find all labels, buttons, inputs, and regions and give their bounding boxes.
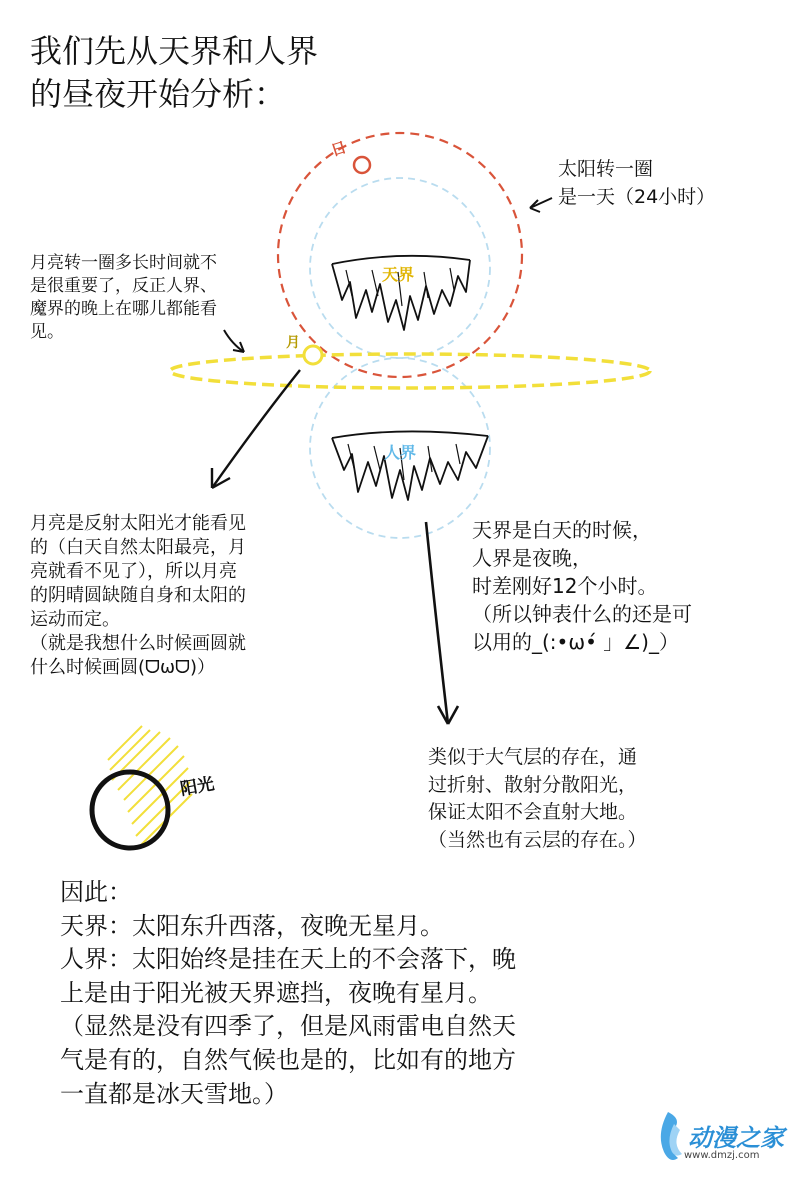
arrow-moon-reflect <box>212 370 300 488</box>
watermark-url: www.dmzj.com <box>684 1150 760 1161</box>
sun-orbit-note: 太阳转一圈 是一天（24小时） <box>558 158 716 208</box>
sun-label: 日 <box>328 138 349 160</box>
sun-orbit <box>278 133 522 377</box>
arrow-to-moon <box>224 330 244 352</box>
arrow-to-sun-orbit <box>530 198 552 212</box>
sunlight-label: 阳光 <box>178 774 216 800</box>
arrow-atmosphere <box>426 522 458 724</box>
heaven-realm-label: 天界 <box>382 265 415 284</box>
page-title: 我们先从天界和人界 的昼夜开始分析： <box>30 32 319 114</box>
sun-icon <box>354 157 370 173</box>
moon-period-note: 月亮转一圈多长时间就不 是很重要了，反正人界、 魔界的晚上在哪儿都能看 见。 <box>30 253 217 343</box>
watermark-brand: 动漫之家 <box>688 1124 784 1152</box>
atmosphere-note: 类似于大气层的存在，通 过折射、散射分散阳光， 保证太阳不会直射大地。 （当然也有云层的存在。） <box>428 746 647 851</box>
conclusion-text: 因此： 天界：太阳东升西落，夜晚无星月。 人界：太阳始终是挂在天上的不会落下，晚 上是由于阳光被天界遮挡，夜晚有星月。 （显然是没有四季了，但是风雨雷电自然天 气是有的，自然气候也是的，比如有的地方 一直都是冰天雪地。） <box>60 878 516 1108</box>
day-night-note: 天界是白天的时候， 人界是夜晚， 时差刚好12个小时。 （所以钟表什么的还是可 以用的_(:•ω•́ 」∠)_） <box>472 518 692 654</box>
sunlight-illustration <box>92 726 192 848</box>
moon-reflect-note: 月亮是反射太阳光才能看见 的（白天自然太阳最亮，月 亮就看不见了），所以月亮 的阴晴圆缺随自身和太阳的 运动而定。 （就是我想什么时候画圆就 什么时候画圆(ᗜωᗜ)） <box>30 513 246 678</box>
moon-icon <box>304 346 322 364</box>
moon-label: 月 <box>286 335 300 351</box>
human-realm-label: 人界 <box>384 443 417 462</box>
